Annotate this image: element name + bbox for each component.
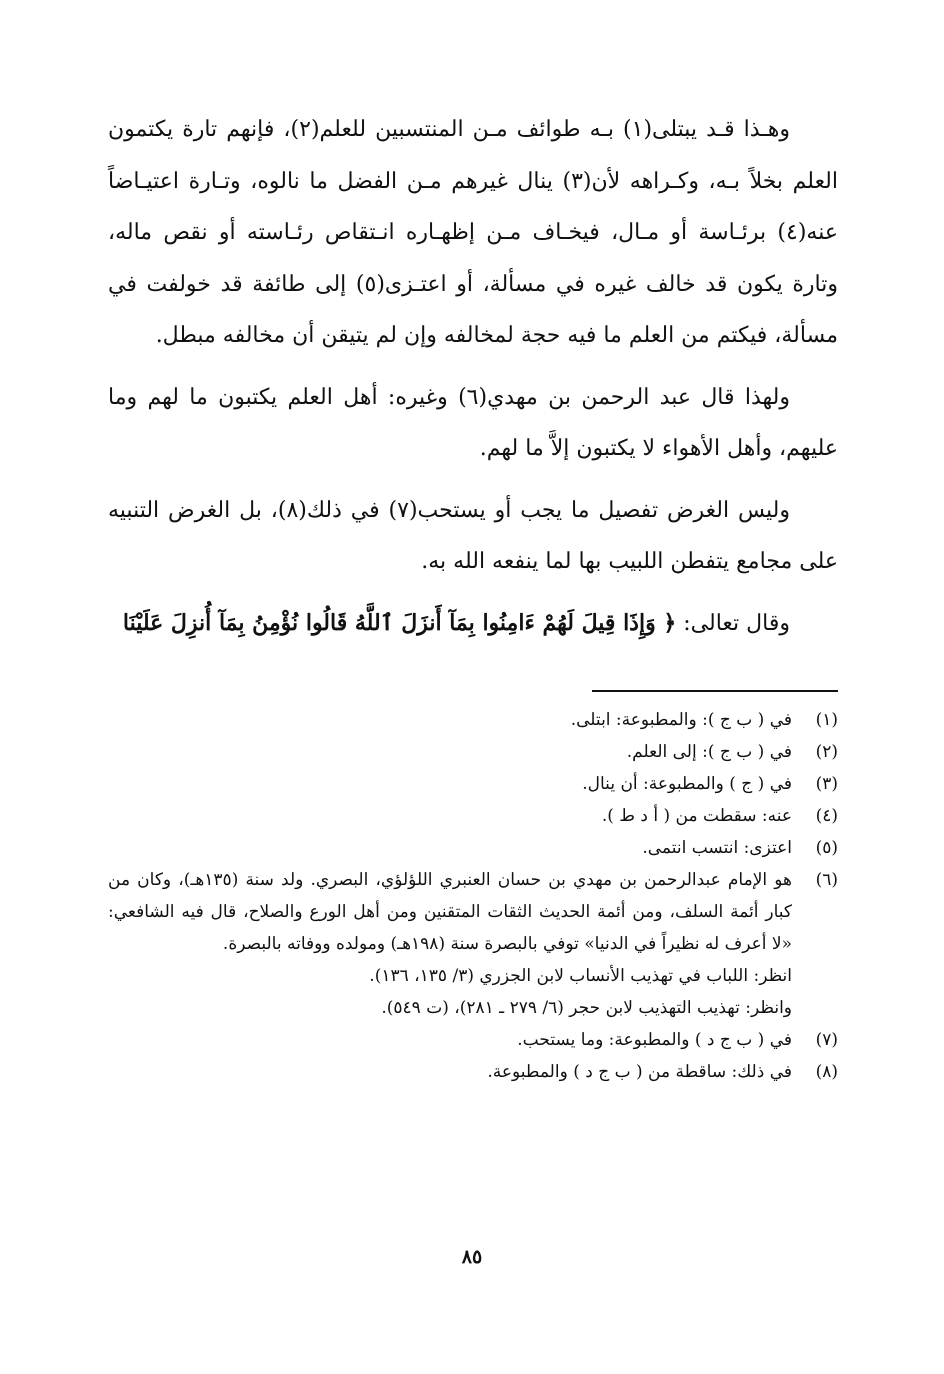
paragraph: وهـذا قـد يبتلى(١) بـه طوائف مـن المنتسبين للعلم(٢)، فإنهم تارة يكتمون العلم بخلاً بـه، وكـراهه لأن(٣) ينال غيرهم مـن الفضل ما نالوه، وتـارة اعتيـاضاً عنه(٤) برئـاسة أو مـال، فيخـاف مـن إظهـاره انـتقاص رئـاسته أو نقص ماله، وتارة يكون قد خالف غيره في مسألة، أو اعتـزى(٥) إلى طائفة قد خولفت في مسألة، فيكتم من العلم ما فيه حجة لمخالفه وإن لم يتيقن أن مخالفه مبطل. xyxy=(108,117,838,348)
footnote-number: (٣) xyxy=(815,774,838,794)
footnote-text: في ( ب ج د ) والمطبوعة: وما يستحب. xyxy=(517,1030,792,1050)
footnote-text: عنه: سقطت من ( أ د ط ). xyxy=(601,806,792,826)
quran-verse: ﴿ وَإِذَا قِيلَ لَهُمْ ءَامِنُوا بِمَآ أَنزَلَ ٱللَّهُ قَالُوا نُؤْمِنُ بِمَآ أُنزِلَ عَلَيْنَا xyxy=(122,609,677,636)
footnote-number: (٧) xyxy=(815,1030,838,1050)
footnote-reference: وانظر: تهذيب التهذيب لابن حجر (٦/ ٢٧٩ ـ ٢٨١)، (ت ٥٤٩). xyxy=(381,998,792,1018)
footnote-text: في ( ب ج ): إلى العلم. xyxy=(626,742,792,762)
footnote-number: (٦) xyxy=(815,870,838,890)
footnote-text: في ( ب ج ): والمطبوعة: ابتلى. xyxy=(570,710,792,730)
footnote xyxy=(108,1056,838,1088)
footnote-separator xyxy=(592,690,838,692)
footnote-number: (١) xyxy=(815,710,838,730)
footnote-number: (٢) xyxy=(815,742,838,762)
page-number: ٨٥ xyxy=(461,1246,483,1268)
footnote xyxy=(108,832,838,864)
footnote xyxy=(108,768,838,800)
main-text xyxy=(108,104,838,659)
footnote-number: (٥) xyxy=(815,838,838,858)
verse-intro: وقال تعالى: xyxy=(676,610,790,636)
footnote xyxy=(108,864,838,1024)
verse-paragraph xyxy=(108,598,838,650)
footnote-reference: انظر: اللباب في تهذيب الأنساب لابن الجزري (٣/ ١٣٥، ١٣٦). xyxy=(369,966,792,986)
footnotes xyxy=(108,704,838,1088)
footnote-text-block xyxy=(108,864,792,1024)
footnote xyxy=(108,736,838,768)
paragraph: ولهذا قال عبد الرحمن بن مهدي(٦) وغيره: أهل العلم يكتبون ما لهم وما عليهم، وأهل الأهواء لا يكتبون إلاَّ ما لهم. xyxy=(108,384,838,461)
footnote-text: في ذلك: ساقطة من ( ب ج د ) والمطبوعة. xyxy=(487,1062,792,1082)
paragraph: وليس الغرض تفصيل ما يجب أو يستحب(٧) في ذلك(٨)، بل الغرض التنبيه على مجامع يتفطن اللبيب بها لما ينفعه الله به. xyxy=(108,497,838,574)
footnote-text: اعتزى: انتسب انتمى. xyxy=(642,838,792,858)
footnote xyxy=(108,800,838,832)
footnote xyxy=(108,704,838,736)
footnote-text: هو الإمام عبدالرحمن بن مهدي بن حسان العنبري اللؤلؤي، البصري. ولد سنة (١٣٥هـ)، وكان من كبار أئمة السلف، ومن أئمة الحديث الثقات المتقنين ومن أهل الورع والصلاح، قال فيه الشافعي: «لا أعرف له نظيراً في الدنيا» توفي بالبصرة سنة (١٩٨هـ) ومولده ووفاته بالبصرة. xyxy=(108,870,792,954)
footnote-text: في ( ج ) والمطبوعة: أن ينال. xyxy=(582,774,792,794)
footnote-number: (٨) xyxy=(815,1062,838,1082)
footnote xyxy=(108,1024,838,1056)
footnote-number: (٤) xyxy=(815,806,838,826)
